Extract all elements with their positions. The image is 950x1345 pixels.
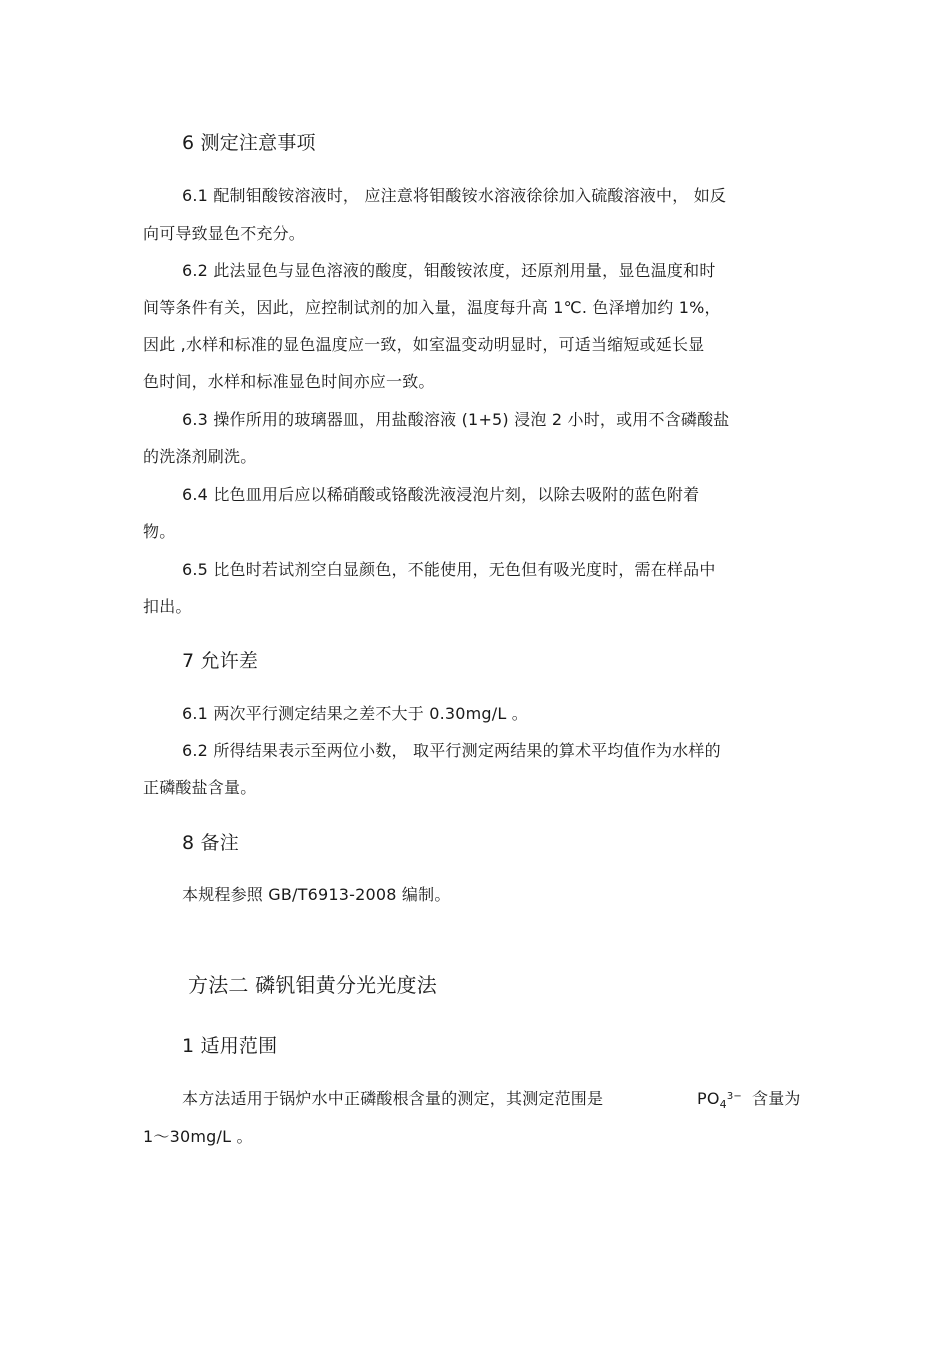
para-6-2-line-4: 色时间，水样和标准显色时间亦应一致。 — [143, 372, 435, 391]
para-6-5-line-2: 扣出。 — [143, 597, 192, 616]
method-2-para-1-line-1-text: 本方法适用于锅炉水中正磷酸根含量的测定，其测定范围是 — [182, 1089, 604, 1108]
formula-base: PO — [697, 1089, 720, 1108]
para-6-1-line-1: 6.1 配制钼酸铵溶液时， 应注意将钼酸铵水溶液徐徐加入硫酸溶液中， 如反 — [182, 186, 727, 205]
para-6-3-line-2: 的洗涤剂刷洗。 — [143, 447, 257, 466]
section-8-heading: 8 备注 — [182, 832, 239, 854]
para-8-1: 本规程参照 GB/T6913-2008 编制。 — [182, 885, 451, 904]
section-6-heading: 6 测定注意事项 — [182, 132, 316, 154]
formula-superscript: 3− — [726, 1091, 743, 1102]
method-2-para-1-line-2: 1～30mg/L 。 — [143, 1127, 253, 1146]
formula-subscript: 4 — [719, 1098, 727, 1112]
para-7-2-line-1: 6.2 所得结果表示至两位小数， 取平行测定两结果的算术平均值作为水样的 — [182, 741, 721, 760]
para-6-2-line-1: 6.2 此法显色与显色溶液的酸度，钼酸铵浓度，还原剂用量，显色温度和时 — [182, 261, 716, 280]
method-2-title: 方法二 磷钒钼黄分光光度法 — [188, 973, 437, 997]
method-2-section-1-heading: 1 适用范围 — [182, 1035, 278, 1057]
para-7-1: 6.1 两次平行测定结果之差不大于 0.30mg/L 。 — [182, 704, 528, 723]
phosphate-formula — [697, 1088, 742, 1116]
para-7-2-line-2: 正磷酸盐含量。 — [143, 778, 257, 797]
para-6-4-line-1: 6.4 比色皿用后应以稀硝酸或铬酸洗液浸泡片刻，以除去吸附的蓝色附着 — [182, 485, 700, 504]
section-7-heading: 7 允许差 — [182, 650, 259, 672]
para-6-4-line-2: 物。 — [143, 522, 176, 541]
para-6-2-line-3: 因此 ,水样和标准的显色温度应一致，如室温变动明显时，可适当缩短或延长显 — [143, 335, 705, 354]
para-6-3-line-1: 6.3 操作所用的玻璃器皿，用盐酸溶液 (1+5) 浸泡 2 小时，或用不含磷酸盐 — [182, 410, 730, 429]
method-2-para-1-line-1-tail: 含量为 — [752, 1089, 801, 1108]
para-6-5-line-1: 6.5 比色时若试剂空白显颜色，不能使用，无色但有吸光度时，需在样品中 — [182, 560, 716, 579]
para-6-1-line-2: 向可导致显色不充分。 — [143, 224, 306, 243]
para-6-2-line-2: 间等条件有关，因此，应控制试剂的加入量，温度每升高 1℃. 色泽增加约 1%， — [143, 298, 721, 317]
